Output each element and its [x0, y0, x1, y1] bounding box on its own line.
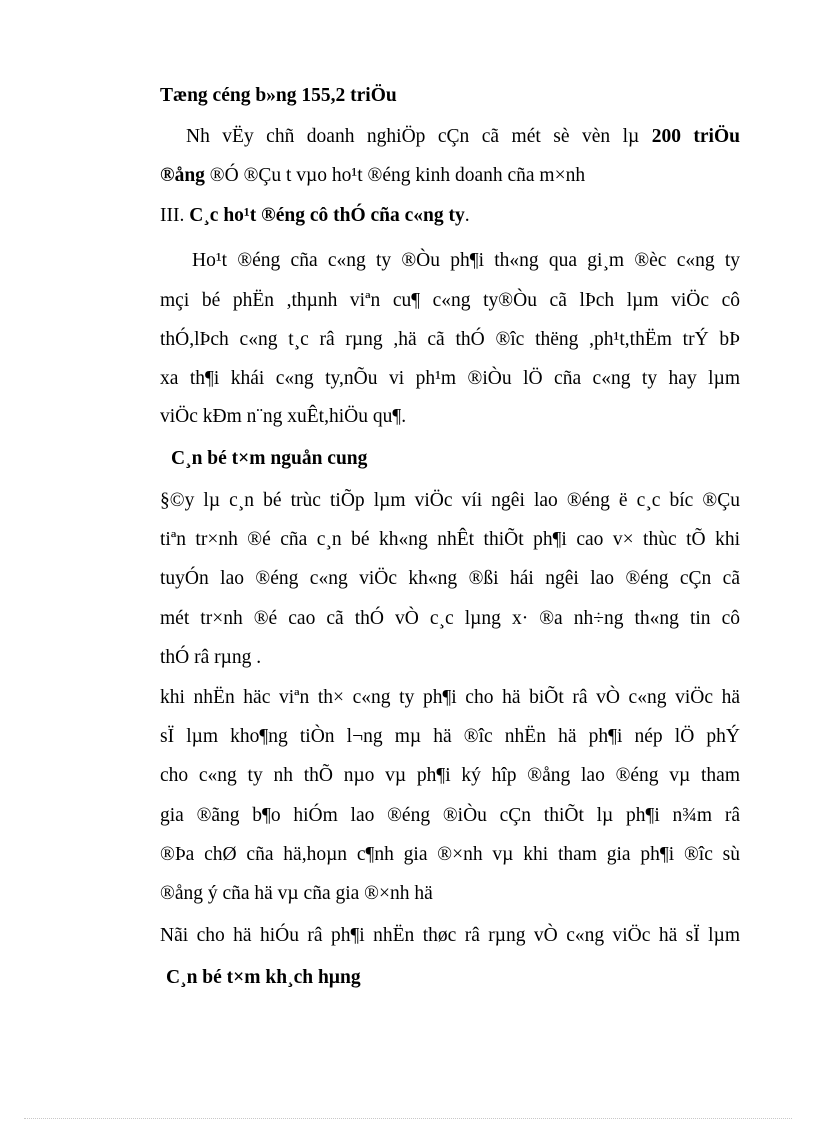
section-title-period: .	[464, 205, 470, 226]
supply-line-3: tuyÓn lao ®éng c«ng viÖc kh«ng ®ßi hái ngêi lao ®éng cÇn cã	[160, 568, 740, 589]
total-line: Tæng céng b»ng 155,2 triÖu	[160, 85, 397, 106]
capital-paragraph-line-1	[160, 125, 740, 149]
capital-purpose: ®Ó ®Çu t vµo ho¹t ®éng kinh doanh cña m×nh	[204, 165, 586, 186]
supply-line-5: thÓ râ rµng .	[160, 647, 262, 668]
trainee-line-2: sÏ lµm kho¶ng tiÒn l¬ng mµ hä ®îc nhËn hä ph¶i nép lÖ phÝ	[160, 726, 740, 747]
currency-unit: ®ång	[160, 165, 205, 186]
section-number: III.	[160, 205, 190, 226]
supply-line-1: §©y lµ c¸n bé trùc tiÕp lµm viÖc víi ngêi lao ®éng ë c¸c bíc ®Çu	[160, 490, 740, 511]
section-heading-activities	[160, 204, 740, 228]
explain-line: Nãi cho hä hiÓu râ ph¶i nhËn thøc râ rµng vÒ c«ng viÖc hä sÏ lµm	[160, 925, 740, 946]
activities-line-5: viÖc kÐm n¨ng xuÊt,hiÖu qu¶.	[160, 406, 407, 427]
trainee-line-3: cho c«ng ty nh thÕ nµo vµ ph¶i ký hîp ®ång lao ®éng vµ tham	[160, 765, 740, 786]
heading-supply-officer: C¸n bé t×m nguån cung	[171, 448, 368, 469]
page-bottom-divider	[24, 1118, 792, 1119]
heading-customer-officer: C¸n bé t×m kh¸ch hµng	[166, 967, 361, 988]
section-title: C¸c ho¹t ®éng cô thÓ cña c«ng ty	[189, 205, 465, 226]
activities-line-3: thÓ,lÞch c«ng t¸c râ rµng ,hä cã thÓ ®îc thëng ,ph¹t,thËm trÝ bÞ	[160, 329, 740, 350]
activities-line-2: mçi bé phËn ,thµnh viªn cu¶ c«ng ty®Òu cã lÞch lµm viÖc cô	[160, 290, 740, 311]
trainee-line-5: ®Þa chØ cña hä,hoµn c¶nh gia ®×nh vµ khi tham gia ph¶i ®îc sù	[160, 844, 740, 865]
capital-text: Nh vËy chñ doanh nghiÖp cÇn cã mét sè vèn lµ	[186, 126, 652, 147]
supply-line-2: tiªn tr×nh ®é cña c¸n bé kh«ng nhÊt thiÕt ph¶i cao v× thùc tÕ khi	[160, 529, 740, 550]
trainee-line-4: gia ®ãng b¶o hiÓm lao ®éng ®iÒu cÇn thiÕt lµ ph¶i n¾m râ	[160, 805, 740, 826]
activities-text: Ho¹t ®éng cña c«ng ty ®Òu ph¶i th«ng qua gi¸m ®èc c«ng ty	[192, 250, 740, 271]
capital-paragraph-line-2	[160, 164, 740, 188]
activities-line-1	[160, 249, 740, 273]
supply-line-4: mét tr×nh ®é cao cã thÓ vÒ c¸c lµng x· ®a nh÷ng th«ng tin cô	[160, 608, 740, 629]
trainee-line-1: khi nhËn häc viªn th× c«ng ty ph¶i cho hä biÕt râ vÒ c«ng viÖc hä	[160, 687, 740, 708]
capital-amount: 200 triÖu	[651, 126, 740, 147]
trainee-line-6: ®ång ý cña hä vµ cña gia ®×nh hä	[160, 883, 433, 904]
activities-line-4: xa th¶i khái c«ng ty,nÕu vi ph¹m ®iÒu lÖ cña c«ng ty hay lµm	[160, 368, 740, 389]
